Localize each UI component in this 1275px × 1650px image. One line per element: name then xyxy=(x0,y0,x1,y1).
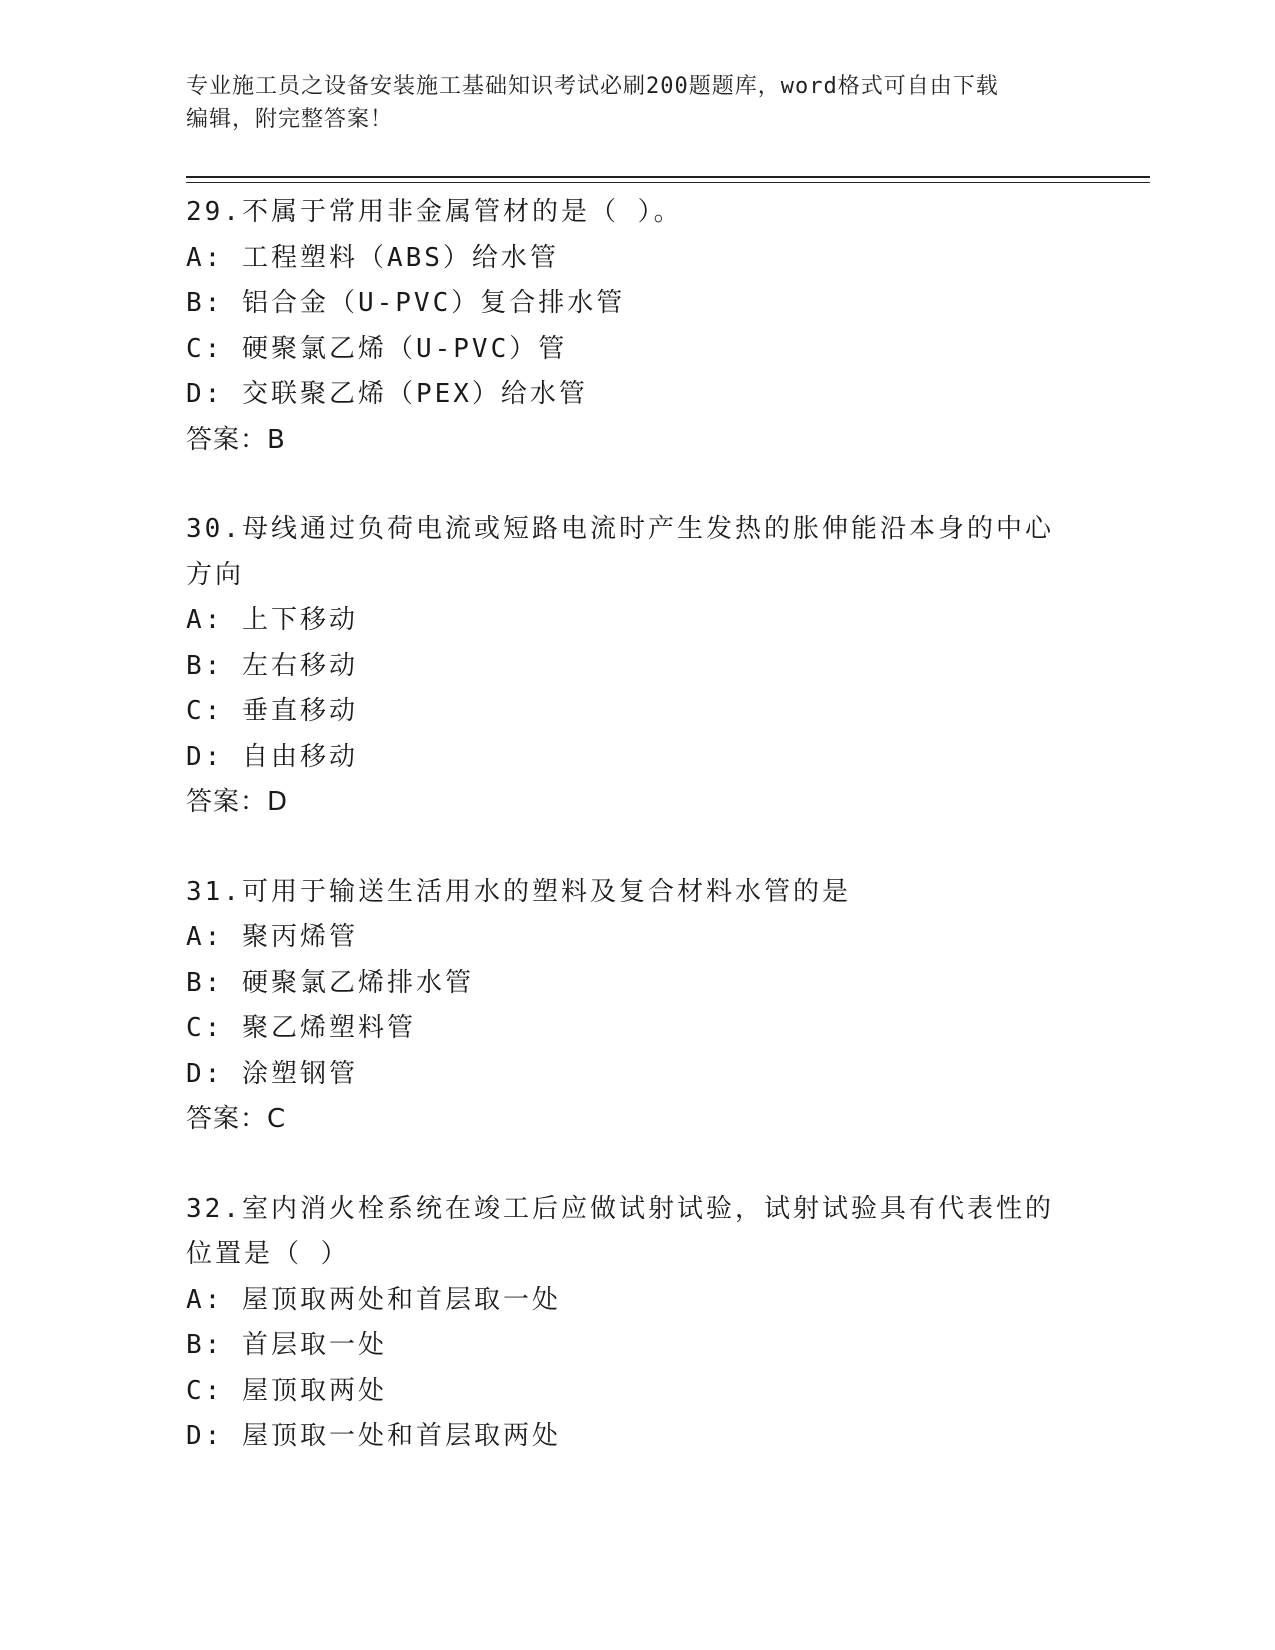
option-c: C: 硬聚氯乙烯（U-PVC）管 xyxy=(186,333,568,364)
header-line-2: 编辑，附完整答案！ xyxy=(186,107,394,132)
option-a: A: 工程塑料（ABS）给水管 xyxy=(186,242,559,273)
answer-line: 答案：D xyxy=(186,787,289,817)
question-32 xyxy=(186,1187,1086,1460)
option-d: D: 交联聚乙烯（PEX）给水管 xyxy=(186,379,588,409)
question-30 xyxy=(186,507,1086,826)
answer-line: 答案：C xyxy=(186,1104,287,1134)
document-header xyxy=(186,70,1066,136)
option-b: B: 首层取一处 xyxy=(186,1330,387,1360)
option-a: A: 屋顶取两处和首层取一处 xyxy=(186,1284,561,1315)
question-stem: 30.母线通过负荷电流或短路电流时产生发热的胀伸能沿本身的中心方向 xyxy=(186,514,1054,590)
header-divider-thin xyxy=(186,182,1150,183)
option-b: B: 硬聚氯乙烯排水管 xyxy=(186,967,474,998)
question-31 xyxy=(186,870,1086,1143)
option-b: B: 铝合金（U-PVC）复合排水管 xyxy=(186,288,626,318)
option-a: A: 上下移动 xyxy=(186,605,358,635)
option-d: D: 自由移动 xyxy=(186,741,358,772)
option-c: C: 聚乙烯塑料管 xyxy=(186,1013,416,1043)
answer-line: 答案：B xyxy=(186,424,286,455)
header-line-1: 专业施工员之设备安装施工基础知识考试必刷200题题库，word格式可自由下载 xyxy=(186,74,999,99)
question-stem: 31.可用于输送生活用水的塑料及复合材料水管的是 xyxy=(186,876,851,907)
option-a: A: 聚丙烯管 xyxy=(186,922,358,952)
option-d: D: 涂塑钢管 xyxy=(186,1058,358,1089)
question-29 xyxy=(186,190,1086,463)
option-c: C: 垂直移动 xyxy=(186,696,358,726)
question-list xyxy=(186,190,1086,1460)
header-divider-thick xyxy=(186,176,1150,178)
option-b: B: 左右移动 xyxy=(186,650,358,681)
option-d: D: 屋顶取一处和首层取两处 xyxy=(186,1421,561,1451)
option-c: C: 屋顶取两处 xyxy=(186,1375,387,1406)
question-spacer xyxy=(186,826,1086,870)
question-spacer xyxy=(186,1143,1086,1187)
question-stem: 32.室内消火栓系统在竣工后应做试射试验，试射试验具有代表性的位置是（ ） xyxy=(186,1193,1054,1269)
question-stem: 29.不属于常用非金属管材的是（ ）。 xyxy=(186,197,683,227)
question-spacer xyxy=(186,463,1086,507)
